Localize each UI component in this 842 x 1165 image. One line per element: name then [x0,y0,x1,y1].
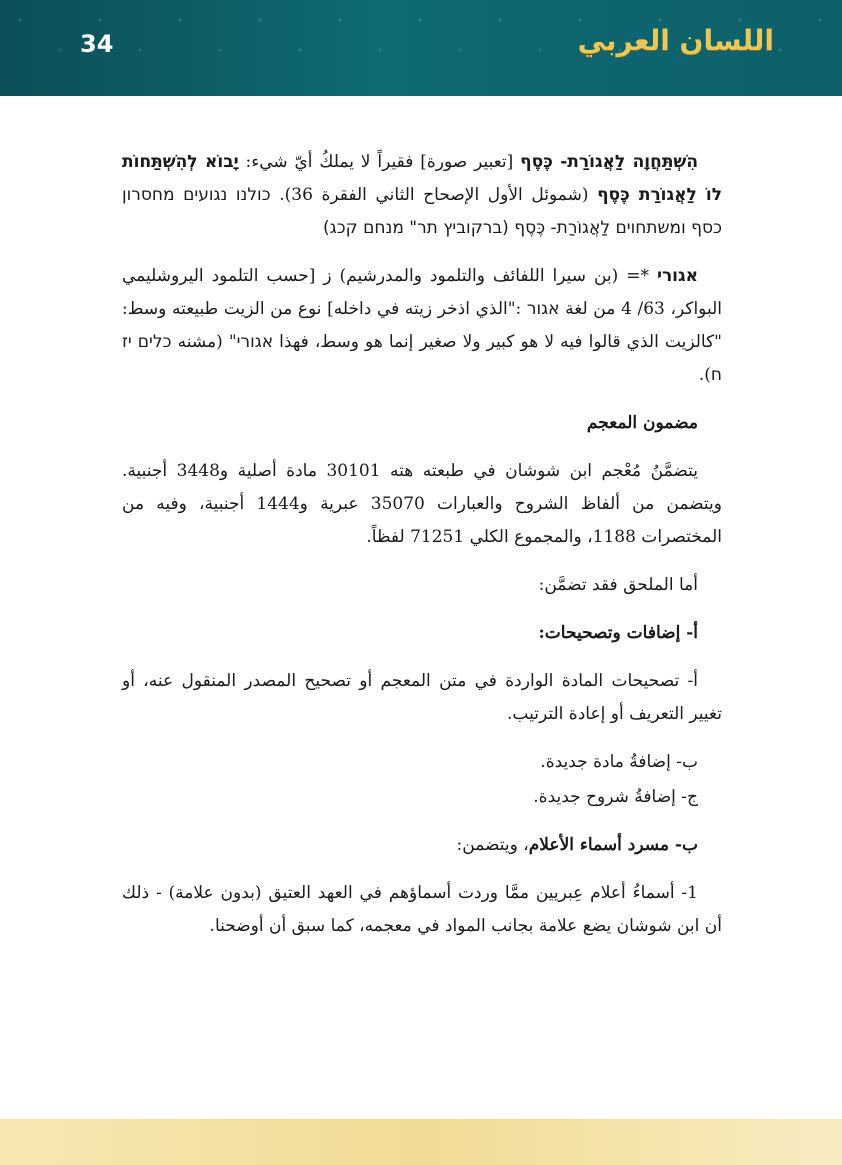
hebrew-phrase: אגור [526,299,560,319]
list-item: ج- إضافةُ شروح جديدة. [533,787,698,807]
hebrew-headword: אגורי [656,266,698,286]
arabic-text: *= (بن سيرا اللفائف والتلمود والمدرشيم) ز [حسب التلمود اليروشليمي البواكر، 63/ 4 من لغة [122,266,722,319]
paragraph-1 [122,146,722,245]
page-header [0,0,842,96]
page-footer [0,1119,842,1165]
arabic-text: :"الذي اذخر زيته في داخله] نوع من الزيت طبيعته وسط: "كالزيت الذي قالوا فيه لا هو كبير ولا صغير إنما هو وسط، فهذا [122,299,722,352]
paragraph-4: أما الملحق فقد تضمَّن: [538,575,698,595]
subsection-heading-rest: ، ويتضمن: [456,835,529,855]
paragraph-2 [122,260,722,392]
hebrew-phrase: אגורי [236,332,274,352]
list-item: ب- إضافةُ مادة جديدة. [540,752,698,772]
arabic-text: " (مشنه [171,332,237,352]
hebrew-phrase: הִשְׁתַּחֲוָה לַאֲגוֹרַת- כֶּסֶף [520,152,698,172]
page-number: 34 [80,30,114,58]
journal-logo: اللسان العربي [577,24,774,57]
hebrew-phrase: כולנו נגועים מחסרון כסף ומשתחוים לַאֲגוֹרַת- כֶּסֶף (ברקוביץ תר" מנחם קכג) [122,185,722,238]
page-content [122,146,722,958]
arabic-text: ). [698,365,711,385]
subsection-heading [122,829,722,862]
arabic-text: [تعبير صورة] فقيراً لا يملكُ أيّ شيء: [238,152,521,172]
subsection-heading-bold: ب- مسرد أسماء الأعلام [528,835,698,855]
paragraph-8: 1- أسماءُ أعلام عِبريين ممَّا وردت أسماؤهم في العهد العتيق (بدون علامة) - ذلك أن ابن شوشان يضع علامة بجانب المواد في معجمه، كما سبق أن أوضحنا. [122,883,722,936]
section-heading: مضمون المعجم [586,413,698,433]
subsection-heading: أ- إضافات وتصحيحات: [538,623,698,643]
paragraph-5: أ- تصحيحات المادة الواردة في متن المعجم أو تصحيح المصدر المنقول عنه، أو تغيير التعريف أو إعادة الترتيب. [122,671,722,724]
hebrew-phrase: יָבוֹא לְהִשְׁתַּחוֹת לוֹ לַאֲגוֹרַת כֶּסֶף [122,152,722,205]
arabic-text: (شموئل الأول الإصحاح الثاني الفقرة 36). [270,185,598,205]
paragraph-3: يتضمَّنُ مُعْجم ابن شوشان في طبعته هته 30101 مادة أصلية و3448 أجنبية. ويتضمن من ألفاظ الشروح والعبارات 35070 عبرية و1444 أجنبية، وفيه من المختصرات 1188، والمجموع الكلي 71251 لفظاً. [122,461,722,547]
hebrew-phrase: כלים יז ח [122,332,722,385]
